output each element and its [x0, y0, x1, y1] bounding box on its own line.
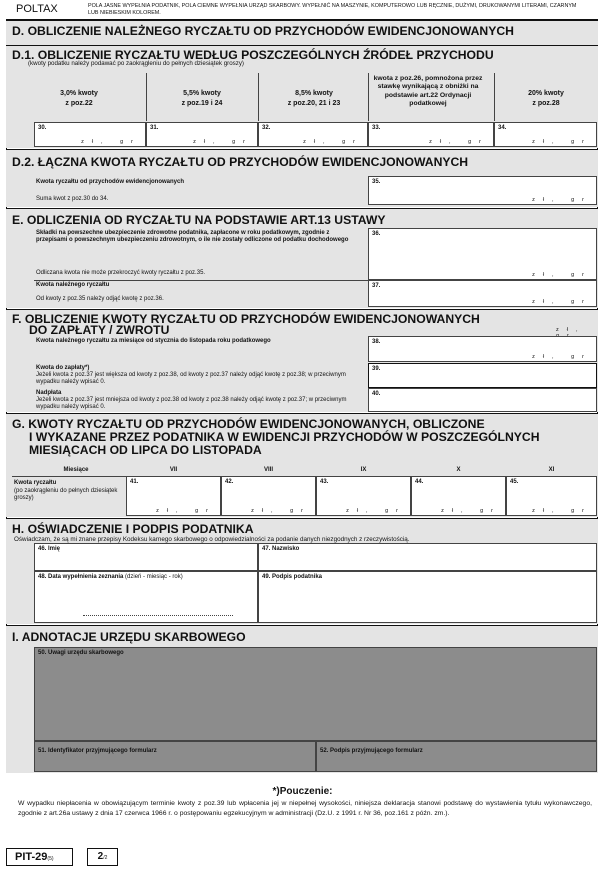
- e37-label: Kwota należnego ryczałtu: [36, 282, 110, 288]
- divider: [368, 73, 369, 121]
- field-31[interactable]: 31. zł, gr: [146, 122, 258, 147]
- f39-sub: Jeżeli kwota z poz.37 jest większa od kwoty z poz.38, od kwoty z poz.37 należy odjąć kwotę z poz.38; w przeciwnym wypadku należy wpisać 0.: [36, 372, 346, 386]
- e36-sub: Odliczana kwota nie może przekroczyć kwoty ryczałtu z poz.35.: [36, 270, 206, 276]
- field-44[interactable]: 44. zł, gr: [411, 476, 506, 516]
- e37-sub: Od kwoty z poz.35 należy odjąć kwotę z poz.36.: [36, 296, 164, 302]
- g-row-sub: (po zaokrągleniu do pełnych dziesiątek groszy): [14, 488, 118, 502]
- field-49-signature[interactable]: 49. Podpis podatnika: [258, 571, 597, 623]
- field-34[interactable]: 34. zł, gr: [494, 122, 597, 147]
- section-d: [6, 20, 598, 148]
- section-d2-title: D.2. ŁĄCZNA KWOTA RYCZAŁTU OD PRZYCHODÓW EWIDENCJONOWANYCH: [12, 155, 469, 169]
- field-50-office-notes: 50. Uwagi urzędu skarbowego: [34, 647, 597, 741]
- col-1-label: 3,0% kwoty z poz.22: [60, 90, 98, 107]
- field-42[interactable]: 42. zł, gr: [221, 476, 316, 516]
- section-e-title: E. ODLICZENIA OD RYCZAŁTU NA PODSTAWIE ART.13 USTAWY: [12, 213, 386, 227]
- divider: [494, 73, 495, 121]
- section-e: [6, 208, 598, 308]
- field-40[interactable]: 40.: [368, 388, 597, 412]
- f38-label: Kwota należnego ryczałtu za miesiące od stycznia do listopada roku podatkowego: [36, 338, 271, 344]
- section-g-title-3: MIESIĄCACH OD LIPCA DO LISTOPADA: [29, 443, 262, 457]
- field-51-receiver-id: 51. Identyfikator przyjmującego formularz: [34, 741, 316, 772]
- month-x: X: [456, 467, 461, 473]
- field-33[interactable]: 33. zł, gr: [368, 122, 494, 147]
- divider: [146, 73, 147, 121]
- field-52-receiver-signature: 52. Podpis przyjmującego formularz: [316, 741, 597, 772]
- month-vii: VII: [169, 467, 178, 473]
- field-47-last-name[interactable]: 47. Nazwisko: [258, 543, 597, 571]
- col-2-label: 5,5% kwoty z poz.19 i 24: [181, 90, 223, 107]
- section-d2: [6, 149, 598, 207]
- section-f: [6, 309, 598, 412]
- field-39[interactable]: 39.: [368, 363, 597, 388]
- field-48-date[interactable]: 48. Data wypełnienia zeznania (dzień - miesiąc - rok): [34, 571, 258, 623]
- section-d-title: D. OBLICZENIE NALEŻNEGO RYCZAŁTU OD PRZYCHODÓW EWIDENCJONOWANYCH: [12, 24, 514, 38]
- field-36[interactable]: 36. zł, gr: [368, 228, 597, 280]
- form-code: PIT-29(5): [6, 848, 73, 866]
- divider: [258, 73, 259, 121]
- month-ix: IX: [360, 467, 367, 473]
- pouczenie-title: *)Pouczenie:: [272, 786, 333, 797]
- h-statement: Oświadczam, że są mi znane przepisy Kodeksu karnego skarbowego o odpowiedzialności za podanie danych niezgodnych z rzeczywistością.: [14, 536, 410, 543]
- field-35[interactable]: 35. zł, gr: [368, 176, 597, 205]
- field-30[interactable]: 30. zł, gr: [34, 122, 146, 147]
- field-45[interactable]: 45. zł, gr: [506, 476, 597, 516]
- section-g-title-1: G. KWOTY RYCZAŁTU OD PRZYCHODÓW EWIDENCJONOWANYCH, OBLICZONE: [12, 417, 485, 431]
- date-line: [83, 615, 233, 616]
- section-i-title: I. ADNOTACJE URZĘDU SKARBOWEGO: [12, 630, 246, 644]
- section-f-title: F. OBLICZENIE KWOTY RYCZAŁTU OD PRZYCHODÓW EWIDENCJONOWANYCH: [12, 312, 480, 326]
- pouczenie-text: W wypadku niepłacenia w obowiązującym terminie kwoty z poz.39 lub wpłacenia jej w niepełnej wysokości, niniejsza deklaracja stanowi podstawę do wystawienia tytułu wykonawczego, zgodnie z art.26a ustawy z dnia 17 czerwca 1966 r. o postępowaniu egzekucyjnym w administracji (Dz.U. z 1991 r. Nr 36, poz.161 z późn. zm.).: [18, 800, 592, 817]
- section-h-title: H. OŚWIADCZENIE I PODPIS PODATNIKA: [12, 522, 254, 536]
- e36-label: Składki na powszechne ubezpieczenie zdrowotne podatnika, zapłacone w roku podatkowym, zgodnie z przepisami o powszechnym ubezpieczeniu zdrowotnym, o ile nie zostały odliczone od podatku dochodowego: [36, 230, 349, 244]
- brand-label: POLTAX: [16, 3, 58, 15]
- page-number: 2/2: [87, 848, 118, 866]
- instructions-note: POLA JASNE WYPEŁNIA PODATNIK, POLA CIEMNE WYPEŁNIA URZĄD SKARBOWY. WYPEŁNIĆ NA MASZYNIE, KOMPUTEROWO LUB RĘCZNIE, DUŻYMI, DRUKOWANYMI LITERAMI, CZARNYM LUB NIEBIESKIM KOLOREM.: [88, 3, 577, 16]
- field-46-first-name[interactable]: 46. Imię: [34, 543, 258, 571]
- f40-label: Nadpłata: [36, 390, 62, 396]
- d2-label: Kwota ryczałtu od przychodów ewidencjonowanych: [36, 179, 185, 185]
- col-4-label: kwota z poz.26, pomnożona przez stawkę wynikającą z obniżki na podstawie art.22 Ordynacji podatkowej: [373, 75, 483, 107]
- section-d1-subtitle: (kwoty podatku należy podawać po zaokrągleniu do pełnych dziesiątek groszy): [28, 60, 244, 67]
- months-header: Miesiące: [63, 467, 89, 473]
- col-5-label: 20% kwoty z poz.28: [528, 90, 564, 107]
- f39-label: Kwota do zapłaty*): [36, 365, 90, 371]
- d2-sub: Suma kwot z poz.30 do 34.: [36, 196, 109, 202]
- f40-sub: Jeżeli kwota z poz.37 jest mniejsza od kwoty z poz.38 od kwoty z poz.38 należy odjąć kwotę z poz.37; w przeciwnym wypadku należy wpisać 0.: [36, 397, 347, 411]
- col-3-label: 8,5% kwoty z poz.20, 21 i 23: [287, 90, 341, 107]
- section-g-title-2: I WYKAZANE PRZEZ PODATNIKA W EWIDENCJI PRZYCHODÓW W POSZCZEGÓLNYCH: [29, 430, 540, 444]
- month-viii: VIII: [263, 467, 273, 473]
- section-i: [6, 625, 598, 773]
- section-d1-title: D.1. OBLICZENIE RYCZAŁTU WEDŁUG POSZCZEGÓLNYCH ŹRÓDEŁ PRZYCHODU: [6, 45, 598, 62]
- section-f-title-2: DO ZAPŁATY / ZWROTU: [29, 323, 170, 337]
- divider: [34, 280, 368, 281]
- field-43[interactable]: 43. zł, gr: [316, 476, 411, 516]
- field-37[interactable]: 37. zł, gr: [368, 280, 597, 307]
- field-41[interactable]: 41. zł, gr: [126, 476, 221, 516]
- g-row-label: Kwota ryczałtu: [14, 480, 57, 486]
- section-h: [6, 518, 598, 624]
- field-38[interactable]: 38. zł, gr: [368, 336, 597, 362]
- units-label: zł,: [556, 327, 586, 333]
- month-xi: XI: [548, 467, 555, 473]
- field-32[interactable]: 32. zł, gr: [258, 122, 368, 147]
- section-g: [6, 413, 598, 517]
